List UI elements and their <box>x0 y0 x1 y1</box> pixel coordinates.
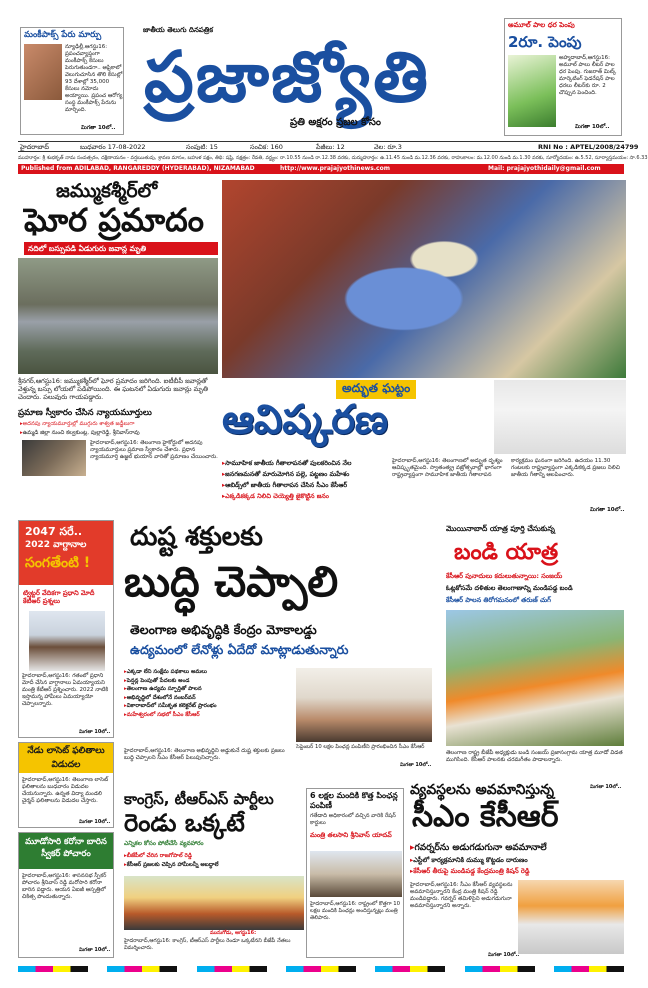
left-teaser-body: న్యూఢిల్లీ,ఆగస్టు16: ప్రపంచవ్యాప్తంగా మంకీపాక్స్ కేసులు పెరుగుతుండగా.. ఆఫ్రికాలో వెలుగుచూసిన తొలి కేసుల్లో 93 దేశాల్లో 35,000 కేసులు నమోదు అయ్యాయి. ప్రపంచ ఆరోగ్య సంస్థ మంకీపాక్స్ పేరును మార్చింది. <box>65 44 123 113</box>
pension-photo <box>310 851 402 897</box>
info-price: వెల: రూ.3 <box>374 143 402 151</box>
kcr-body: హైదరాబాద్,ఆగస్టు16: సీఎం కేసీఆర్ వ్యవస్థలను అవమానిస్తున్నారని కేంద్ర మంత్రి కిషన్ రెడ్డి మండిపడ్డారు. గవర్నర్ తమిళిసైని అడుగడుగునా అవమానిస్తున్నారని అన్నారు. <box>410 882 513 909</box>
info-rni: RNI No : APTEL/2008/24799 <box>538 143 639 151</box>
center-subhead2: ఉద్యమంలో లేనోళ్లు ఏదేదో మాట్లాడుతున్నారు <box>130 642 349 657</box>
right-teaser-kicker: అమూల్ పాల ధర పెంపు <box>508 21 575 29</box>
pocharam-body: హైదరాబాద్,ఆగస్టు16: శాసనసభ స్పీకర్ పోచారం శ్రీనివాస్ రెడ్డి మరోసారి కరోనా బారిన పడ్డారు. ఆయన ఏఐజీ ఆస్పత్రిలో చికిత్స పొందుతున్నారు. <box>22 873 107 900</box>
right-teaser-box <box>504 18 622 136</box>
lead-main-more[interactable]: మిగతా 10లో.. <box>590 507 625 513</box>
kcr-bullet: ▸ గవర్నర్‌ను అడుగడుగునా అవమానాలే <box>410 842 626 855</box>
pension-byline: మంత్రి తలసాని శ్రీనివాస్ యాదవ్ <box>310 831 392 839</box>
reg-block <box>286 966 356 972</box>
ktr-headline: సంగతేంటి ! <box>25 555 91 571</box>
lawcet-box <box>18 742 114 828</box>
congress-headline2: రెండు ఒక్కటే <box>124 809 245 837</box>
right-sub3: కేసీఆర్ పాలన తిరోగమనంలో తరుణ్ చుగ్ <box>446 596 551 604</box>
kcr-headline: సీఎం కేసీఆర్ <box>412 799 559 834</box>
masthead-subtitle: ప్రతి అక్షరం ప్రజల కోసం <box>290 117 381 128</box>
lead-left-subhead: నదిలో బస్సుపడి ఏడుగురు జవాన్ల మృతి <box>24 242 218 255</box>
right-sub1: కేసీఆర్ పునాదులు కదులుతున్నాయి: సంజయ్ <box>446 572 563 580</box>
kcr-bullet: ▸ ఎస్టీలో కార్యక్రమానికి దుమ్ము కొట్టడం దారుణం <box>410 855 626 866</box>
congress-headline1: కాంగ్రెస్, టీఆర్ఎస్ పార్టీలు <box>124 790 274 808</box>
oath-bullet: ▸ ఉమ్మడి జిల్లా నుంచి కల్వకుంట్ల, పుల్లారెడ్డి, శ్రీనివాస్‌రావు <box>20 429 220 438</box>
info-issue: సంచిక: 160 <box>250 143 283 151</box>
lawcet-body: హైదరాబాద్,ఆగస్టు16: తెలంగాణ లాసెట్ ఫలితాలను బుధవారం విడుదల చేయనున్నారు. ఉన్నత విద్యా మండలి చైర్మన్ ఫలితాలను విడుదల చేస్తారు. <box>22 777 109 804</box>
center-subhead: తెలంగాణ అభివృద్ధికి కేంద్రం మోకాలడ్డు <box>130 622 317 637</box>
center-bullet: ▸ మహేశ్వరంలో సభలో సీఎం కేసీఆర్ <box>124 711 292 720</box>
right-teaser-photo <box>508 55 556 127</box>
left-teaser-photo <box>24 44 62 100</box>
lead-left-headline: ఘోర ప్రమాదం <box>24 201 204 239</box>
reg-block <box>554 966 624 972</box>
center-headline: బుద్ధి చెప్పాలి <box>124 557 339 606</box>
pocharam-box <box>18 832 114 958</box>
cm-kcr-photo <box>494 380 626 454</box>
reg-block <box>18 966 88 972</box>
kcr-more[interactable]: మిగతా 10లో.. <box>488 952 520 958</box>
pocharam-headline: మూడోసారి కరోనా బారిన స్వీకర్ పోచారం <box>19 833 113 869</box>
oath-body: హైదరాబాద్,ఆగస్టు16: తెలంగాణ హైకోర్టులో అదనపు న్యాయమూర్తులు ప్రమాణ స్వీకారం చేశారు. ప్రధాన న్యాయమూర్తి ఉజ్జల్ భుయాన్ వారితో ప్రమాణం చేయించారు. <box>90 440 218 460</box>
kcr-bullets <box>410 842 626 877</box>
left-teaser-box <box>20 27 124 135</box>
lead-left-body: శ్రీనగర్,ఆగస్టు16: జమ్ముకశ్మీర్‌లో ఘోర ప్రమాదం జరిగింది. ఐటీబీపీ జవాన్లతో వెళ్తున్న బస్సు లోయలో పడిపోయింది. ఈ ఘటనలో ఏడుగురు జవాన్లు మృతి చెందారు. పలువురు గాయపడ్డారు. <box>18 377 208 401</box>
kcr-kicker: వ్యవస్థలను అవమానిస్తున్న <box>410 782 554 798</box>
publisher-website[interactable]: http://www.prajajyothinews.com <box>280 165 390 172</box>
info-date: బుధవారం 17-08-2022 <box>80 143 146 151</box>
kcr-bullet: ▸ కేసీఆర్ తీరుపై మండిపడ్డ కేంద్రమంత్రి కిషన్ రెడ్డి <box>410 866 626 877</box>
center-body: హైదరాబాద్,ఆగస్టు16: తెలంగాణ అభివృద్ధిని అడ్డుకునే దుష్ట శక్తులకు ప్రజలు బుద్ధి చెప్పాలని సీఎం కేసీఆర్ పిలుపునిచ్చారు. <box>124 748 285 761</box>
publisher-text: Published from ADILABAD, RANGAREDDY (HYDERABAD), NIZAMABAD <box>21 165 255 172</box>
reg-block <box>375 966 445 972</box>
ktr-kicker2: 2022 వాగ్దానాల <box>25 540 87 550</box>
masthead-tagline: జాతీయ తెలుగు దినపత్రిక <box>143 26 213 34</box>
center-kicker: దుష్ట శక్తులకు <box>130 522 263 552</box>
crowd-photo <box>222 180 626 378</box>
lead-main-bullet: ▸ జనగణమనతో మారుమోగిన పల్లె, పట్టణం మహేశం <box>222 469 390 480</box>
ktr-photo <box>29 611 105 671</box>
center-bullet: ▸ ఎక్కడా లేని సంక్షేమ పథకాలు అమలు <box>124 668 292 677</box>
pension-body: హైదరాబాద్,ఆగస్టు16: రాష్ట్రంలో కొత్తగా 10 లక్షల మందికి పింఛన్లు అందిస్తున్నట్లు మంత్రి తెలిపారు. <box>310 901 400 921</box>
lawcet-more[interactable]: మిగతా 10లో.. <box>79 819 111 825</box>
pension-sub: గతేడాది అధికారంలో వచ్చిన వారికి రేషన్ కార్డులు <box>310 813 396 826</box>
info-volume: సంపుటి: 15 <box>186 143 218 151</box>
right-teaser-more[interactable]: మిగతా 10లో.. <box>575 124 610 130</box>
pension-box <box>306 788 404 958</box>
congress-photo-label: మునుగోడు, ఆగస్టు16: <box>210 930 257 936</box>
oath-bullet: ▸ అదనపు న్యాయమూర్తుల్లో ముగ్గురు శాశ్వత జడ్జీలుగా <box>20 420 220 429</box>
congress-bullets <box>124 852 304 869</box>
lead-main-bullet: ▸ ఆబిడ్స్‌లో జాతీయ గీతాలాపన చేసిన సీఎం కేసీఆర్ <box>222 480 390 491</box>
masthead-logo: ప్రజాజ్యోతి <box>144 35 430 118</box>
ktr-box <box>18 520 114 738</box>
reg-block <box>197 966 267 972</box>
ktr-kicker: 2047 సరే.. <box>25 525 83 538</box>
right-body: తెలంగాణ రాష్ట్ర బీజేపీ అధ్యక్షుడు బండి సంజయ్ ప్రజాసంగ్రామ యాత్ర మూడో విడత ముగిసింది. కేసీఆర్ పాలనకు చరమగీతం పాడాలన్నారు. <box>446 750 623 763</box>
center-bullet: ▸ అభివృద్ధిలో దేశంలోనే నంబర్‌వన్ <box>124 694 292 703</box>
center-bullet: ▸ తెలంగాణ ఉద్యమ స్ఫూర్తితో పాలన <box>124 685 292 694</box>
right-more[interactable]: మిగతా 10లో.. <box>590 784 622 790</box>
bandi-yatra-photo <box>446 610 624 746</box>
ktr-subhead: ట్విట్టర్ వేదికగా ప్రధాని మోదీ కేటీఆర్ ప్రశ్నలు <box>23 589 95 605</box>
info-city: హైదరాబాద్ <box>20 143 49 151</box>
accident-photo <box>18 258 218 374</box>
congress-sub1: ఎన్నికల కోసం పోటీచేసే వ్యవహారం <box>124 840 204 847</box>
right-sub2: ఓట్లకోసమే దళితుల తెలంగాణాన్ని మండిపడ్డ బండి <box>446 584 573 592</box>
almanac-line: ముహూర్తం: శ్రీ శుభకృత్ నామ సంవత్సరం, దక్షిణాయనం - వర్షఋతువు, శ్రావణ మాసం, బహుళ పక్షం, తిథి: షష్ఠి, నక్షత్రం: రేవతి, వర్జ్యం: రా.10.55 నుండి రా.12.38 వరకు, దుర్ముహూర్తం: ఉ.11.45 నుండి మ.12.36 వరకు, రాహుకాలం: మ.12.00 నుండి మ.1.30 వరకు, సూర్యోదయం: ఉ.5.52, సూర్యాస్తమయం: సా.6.33 <box>18 155 648 161</box>
center-bullet: ▸ వికారాబాద్‌లో సమీకృత కలెక్టరేట్ ప్రారంభం <box>124 702 292 711</box>
lawcet-headline: నేడు లాసెట్ ఫలితాలు విడుదల <box>19 743 113 773</box>
info-pages: పేజీలు: 12 <box>316 143 345 151</box>
reg-block <box>465 966 535 972</box>
congress-caption: హైదరాబాద్,ఆగస్టు16: కాంగ్రెస్, టీఆర్ఎస్ పార్టీలు రెండూ ఒక్కటేనని బీజేపీ నేతలు విమర్శించారు. <box>124 938 291 951</box>
pension-headline: 6 లక్షల మందికి కొత్త పింఛన్ల పంపిణీ <box>310 791 398 810</box>
congress-bullet: ▸ బీజేపీలో చేరిన రాజగోపాల్ రెడ్డి <box>124 852 304 861</box>
congress-photo <box>124 876 304 930</box>
oath-photo <box>22 440 86 476</box>
left-teaser-headline: మంకీపాక్స్ పేరు మార్పు <box>24 30 102 40</box>
oath-headline: ప్రమాణ స్వీకారం చేసిన న్యాయమూర్తులు <box>18 408 152 418</box>
center-more[interactable]: మిగతా 10లో.. <box>400 762 432 768</box>
lead-main-bullet: ▸ సామూహిక జాతీయ గీతాలాపనతో పులకరించిన నేల <box>222 458 390 469</box>
ktr-body: హైదరాబాద్,ఆగస్టు16: గతంలో ప్రధాని మోదీ చేసిన వాగ్దానాలు ఏమయ్యాయని మంత్రి కేటీఆర్ ప్రశ్నించారు. 2022 నాటికి ఇస్తామన్న హామీలు ఏమయ్యాయో చెప్పాలన్నారు. <box>22 673 109 707</box>
right-teaser-body: అహ్మదాబాద్,ఆగస్టు16: అమూల్ పాలు లీటర్ పాల ధర పెంపు. గుజరాత్ మిల్క్ మార్కెటింగ్ ఫెడరేషన్ పాల ధరలు లీటర్‌కు రూ. 2 చొప్పున పెంచింది. <box>559 55 617 96</box>
ktr-more[interactable]: మిగతా 10లో.. <box>79 729 111 735</box>
lead-main-bullet: ▸ ఎక్కడికక్కడ నిలిచి చెయ్యెత్తి జైకొట్టిన జనం <box>222 491 390 502</box>
lead-main-headline: ఆవిష్కరణ <box>222 397 388 443</box>
lead-main-kicker: అద్భుత ఘట్టం <box>336 380 416 399</box>
center-photo <box>296 668 432 742</box>
right-teaser-headline: 2రూ. పెంపు <box>508 33 582 51</box>
right-kicker: మొయినాబాద్ యాత్ర పూర్తి చేసుకున్న <box>446 524 555 533</box>
info-bar <box>18 141 639 152</box>
publisher-bar <box>18 164 624 174</box>
registration-strip <box>18 964 624 974</box>
center-bullets <box>124 668 292 719</box>
lead-main-bullets <box>222 458 390 502</box>
publisher-email[interactable]: Mail: prajajyothidaily@gmail.com <box>488 165 601 172</box>
left-teaser-body-cont <box>24 102 64 122</box>
reg-block <box>107 966 177 972</box>
center-bullet: ▸ పెన్షన్ల పెంపుతో పేదలకు అండ <box>124 677 292 686</box>
pocharam-more[interactable]: మిగతా 10లో.. <box>79 947 111 953</box>
congress-bullet: ▸ కేసీఆర్ ప్రజలకు చెప్పిన హామీలన్నీ అబద్ధాలే <box>124 861 304 870</box>
lead-main-body: హైదరాబాద్,ఆగస్టు16: తెలంగాణలో అద్భుత దృశ్యం ఆవిష్కృతమైంది. స్వాతంత్య్ర వజ్రోత్సవాల్లో భాగంగా రాష్ట్రవ్యాప్తంగా సామూహిక జాతీయ గీతాలాపన కార్యక్రమం ఘనంగా జరిగింది. ఉదయం 11.30 గంటలకు రాష్ట్రవ్యాప్తంగా ఎక్కడికక్కడ ప్రజలు నిలిచి జాతీయ గీతాన్ని ఆలపించారు. <box>392 458 620 478</box>
oath-bullets <box>20 420 220 437</box>
left-teaser-more[interactable]: మిగతా 10లో.. <box>81 125 116 131</box>
lead-left-kicker: జమ్ముకశ్మీర్‌లో <box>56 180 158 202</box>
right-headline: బండి యాత్ర <box>454 540 559 565</box>
kishan-reddy-photo <box>518 880 624 954</box>
center-caption: సెప్టెంబర్ 10 లక్షల పింఛన్ల పంపిణీని ప్రారంభించిన సీఎం కేసీఆర్ <box>296 744 425 750</box>
